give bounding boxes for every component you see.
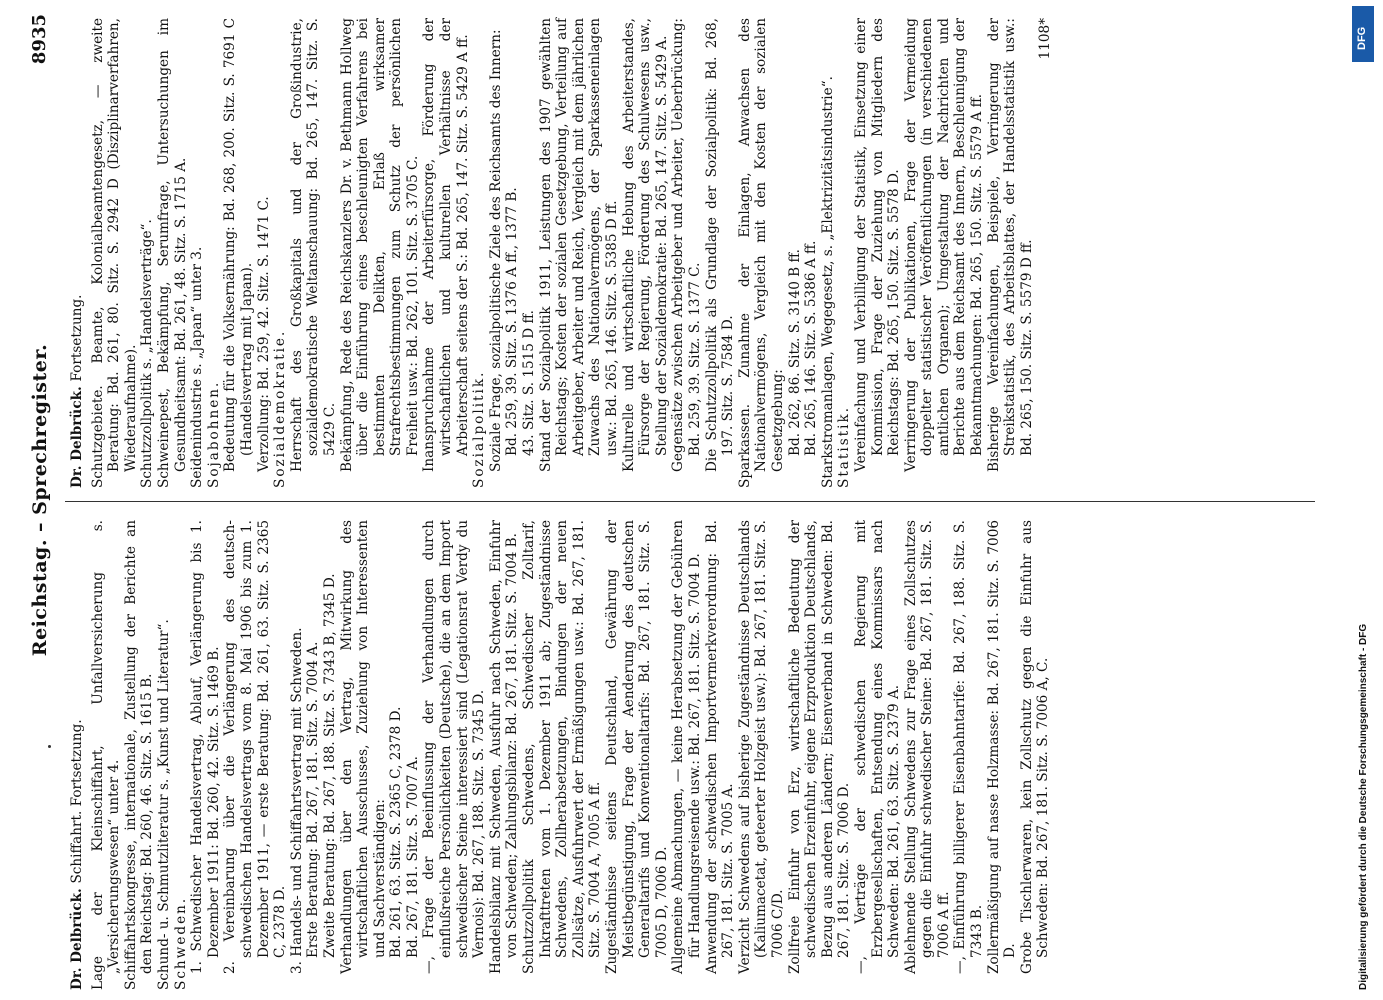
index-entry: 3. Handels- und Schiffahrtsvertrag mit Schweden. bbox=[288, 627, 305, 974]
index-entry: 1. Schwedischer Handelsvertrag, Ablauf, Verlängerung bis 1. Dezember 1911: Bd. 260, 42. Sitz. S. 1469 B. bbox=[189, 520, 222, 974]
index-entry: Schiffahrtskongresse, internationale, Zustellung der Berichte an den Reichstag: Bd. 260, 46. Sitz. S. 1615 B. bbox=[122, 520, 156, 990]
index-entry: Stand der Sozialpolitik 1911, Leistungen des 1907 gewählten Reichstags; Kosten der sozialen Gesetzgebung, Verteilung auf Arbeitgeber, Arbeiter und Reich, Vergleich mit dem jährlichen Zuwachs des Nationalvermögens, der Sparkasseneinlagen usw.: Bd. 265, 146. Sitz. S. 5385 D ff. bbox=[537, 18, 620, 472]
index-entry: Bd. 259, 39. Sitz. S. 1376 A ff., 1377 B. bbox=[504, 187, 521, 456]
speaker-name: Dr. Delbrück. bbox=[69, 888, 85, 990]
index-entry: —, Einführung billigerer Eisenbahntarife: Bd. 267, 188. Sitz. S. 7343 B. bbox=[952, 520, 986, 974]
index-entry: Zollermäßigung auf nasse Holzmasse: Bd. 267, 181. Sitz. S. 7006 D. bbox=[985, 520, 1019, 974]
index-entry: Verringerung der Publikationen, Frage der Vermeidung doppelter statistischer Veröffentlichungen (in verschiedenen amtlichen Organen); Umgestaltung der Nachrichten und Berichte aus dem Reichsamt des Innern, Beschleunigung der Bekanntmachungen: Bd. 265, 150. Sitz. S. 5579 A ff. bbox=[902, 18, 986, 472]
index-entry: Grobe Tischlerwaren, kein Zollschutz gegen die Einfuhr aus Schweden: Bd. 267, 181. Sitz. S. 7006 A, C. bbox=[1018, 520, 1052, 974]
index-entry: Allgemeine Abmachungen, — keine Herabsetzung der Gebühren für Handlungsreisende usw.: Bd. 267, 181. Sitz. S. 7004 D. bbox=[670, 520, 703, 974]
index-entry: Lage der Kleinschiffahrt, Unfallversicherung s. „Versicherungswesen“ unter 4. bbox=[89, 520, 123, 990]
index-entry: —, Verträge der schwedischen Regierung mit Erzbergesellschaften, Entsendung eines Kommissars nach Schweden: Bd. 261, 63. Sitz. S. 2379 A. bbox=[852, 520, 903, 974]
dfg-logo-text: DFG bbox=[1356, 26, 1368, 50]
index-entry: Schutzgebiete. Beamte, Kolonialbeamtengesetz, — zweite Beratung: Bd. 261, 80. Sitz. S. 2942 D (Disziplinarverfahren, Wiederaufnahme). bbox=[89, 18, 139, 488]
index-entry: Inanspruchnahme der Arbeiterfürsorge, Förderung der wirtschaftlichen und kulturellen Verhältnisse der Arbeiterschaft seitens der S.: Bd. 265, 147. Sitz. S. 5429 A ff. bbox=[421, 18, 471, 472]
index-topic: Sozialdemokratie. bbox=[272, 329, 289, 488]
index-topic: Schweden. bbox=[172, 896, 189, 990]
left-column-heading bbox=[69, 520, 86, 990]
page-header bbox=[29, 0, 59, 1000]
index-entry: Kulturelle und wirtschaftliche Hebung des Arbeiterstandes, Fürsorge der Regierung, Förderung des Schulwesens usw., Stellung der Sozialdemokratie: Bd. 265, 147. Sitz. S. 5429 A. bbox=[620, 18, 670, 472]
index-entry: Zollfreie Einfuhr von Erz, wirtschaftliche Bedeutung der schwedischen Erzeinfuhr, eigene Erzproduktion Deutschlands, Bezug aus anderen Ländern; Eisenverband in Schweden: Bd. 267, 181. Sitz. S. 7006 D. bbox=[786, 520, 853, 974]
rotated-page bbox=[21, 0, 1361, 1000]
page-number: 8935 bbox=[29, 14, 50, 65]
scan-speck bbox=[48, 745, 51, 748]
index-entry: Seidenindustrie s. „Japan“ unter 3. bbox=[189, 246, 206, 488]
index-entry: Die Schutzzollpolitik als Grundlage der Sozialpolitik: Bd. 268, 197. Sitz. S. 7584 D. bbox=[703, 18, 737, 472]
index-entry: Zugeständnisse seitens Deutschland, Gewährung der Meistbegünstigung, Frage der Aenderung des deutschen Generaltarifs und Konventionaltarifs: Bd. 267, 181. Sitz. S. 7005 D, 7006 D. bbox=[604, 520, 670, 974]
index-entry: Gegensätze zwischen Arbeitgeber und Arbeiter, Ueberbrückung: Bd. 259, 39. Sitz. S. 1377 C. bbox=[670, 18, 703, 472]
index-topic: Sozialpolitik. bbox=[471, 370, 488, 488]
index-entry: Verzollung: Bd. 259, 42. Sitz. S. 1471 C. bbox=[255, 196, 272, 472]
index-entry: Bd. 267, 181. Sitz. S. 7007 A. bbox=[404, 756, 421, 958]
index-topic: Statistik. bbox=[836, 405, 853, 488]
section-heading: Schiffahrt. Fortsetzung. bbox=[69, 719, 85, 884]
index-entry: —, Frage der Beeinflussung der Verhandlungen durch einflußreiche Persönlichkeiten (Deutsche), die an dem Import schwedischer Steine interessiert sind (Legationsrat Verdy du Vernois): Bd. 267, 188. Sitz. S. 7345 D. bbox=[421, 520, 488, 974]
index-entry: Starkstromanlagen, Wegegesetz, s. „Elektrizitätsindustrie“. bbox=[819, 76, 836, 488]
index-entry: Ablehnende Stellung Schwedens zur Frage eines Zollschutzes gegen die Einfuhr schwedischer Steine: Bd. 267, 181. Sitz. S. 7006 A ff. bbox=[902, 520, 952, 974]
index-entry: Schutzzollpolitik Schwedens, Schwedischer Zolltarif, Inkrafttreten vom 1. Dezember 1911 ab; Zugeständnisse Schwedens, Zollherabsetzungen, Bindungen der neuen Zollsätze, Ausfuhrwert der Ermäßigungen usw.: Bd. 267, 181. Sitz. S. 7004 A, 7005 A ff. bbox=[521, 520, 604, 974]
right-column bbox=[69, 18, 1054, 488]
speaker-name: Dr. Delbrück. bbox=[69, 386, 85, 488]
index-entry: Zweite Beratung: Bd. 267, 188. Sitz. S. 7343 B, 7345 D. bbox=[321, 573, 338, 958]
index-entry: Verzicht Schwedens auf bisherige Zugeständnisse Deutschlands (Kaliumacetat, geteerter Holzgeist usw.): Bd. 267, 181. Sitz. S. 7006 C/D. bbox=[736, 520, 786, 974]
index-entry: Schweinepest, Bekämpfung, Serumfrage, Untersuchungen im Gesundheitsamt: Bd. 261, 48. Sitz. S. 1715 A. bbox=[155, 18, 189, 488]
index-entry: 43. Sitz. S. 1515 D ff. bbox=[521, 310, 538, 456]
running-title: Reichstag. – Sprechregister. bbox=[29, 343, 51, 657]
index-entry: Schund- u. Schmutzliteratur s. „Kunst und Literatur“. bbox=[155, 619, 172, 990]
index-entry: Erste Beratung: Bd. 267, 181. Sitz. S. 7004 A. bbox=[305, 641, 322, 958]
index-entry: Anwendung der schwedischen Importvermerkverordnung: Bd. 267, 181. Sitz. S. 7005 A. bbox=[703, 520, 737, 974]
footer-note: 1108* bbox=[1037, 18, 1054, 60]
index-entry: Bisherige Vereinfachungen, Beispiele, Verringerung der Streikstatistik, des Arbeitsblattes, der Handelsstatistik usw.: Bd. 265, 150. Sitz. S. 5579 D ff. bbox=[985, 18, 1035, 472]
index-entry: Soziale Frage, sozialpolitische Ziele des Reichsamts des Innern: bbox=[487, 29, 504, 472]
index-entry: Bedeutung für die Volksernährung: Bd. 268, 200. Sitz. S. 7691 C (Handelsvertrag mit Japan). bbox=[222, 18, 255, 472]
section-heading: Fortsetzung. bbox=[69, 294, 85, 382]
column-divider bbox=[65, 501, 1315, 502]
index-entry: Herrschaft des Großkapitals und der Großindustrie, sozialdemokratische Weltanschauung: Bd. 265, 147. Sitz. S. 5429 C. bbox=[288, 18, 338, 472]
index-entry: Bd. 262, 86. Sitz. S. 3140 B ff. bbox=[786, 249, 803, 456]
index-topic: Sojabohnen. bbox=[205, 380, 222, 488]
index-entry: 2. Vereinbarung über die Verlängerung des deutsch-schwedischen Handelsvertrags vom 8. Mai 1906 bis zum 1. Dezember 1911, — erste Beratung: Bd. 261, 63. Sitz. S. 2365 C, 2378 D. bbox=[222, 520, 289, 974]
dfg-logo bbox=[1352, 6, 1374, 62]
index-entry: Schutzzollpolitik s. „Handelsverträge“. bbox=[139, 219, 156, 488]
index-entry: Sparkassen. Zunahme der Einlagen, Anwachsen des Nationalvermögens, Vergleich mit den Kosten der sozialen Gesetzgebung: bbox=[736, 18, 786, 488]
index-entry: Bekämpfung, Rede des Reichskanzlers Dr. v. Bethmann Hollweg über die Einführung eines beschleunigten Verfahrens bei bestimmten Delikten, Erlaß wirksamer Strafrechtsbestimmungen zum Schutz der persönlichen Freiheit usw.: Bd. 262, 101. Sitz. S. 3705 C. bbox=[338, 18, 421, 472]
right-column-heading bbox=[69, 18, 86, 488]
index-entry: Vereinfachung und Verbilligung der Statistik, Einsetzung einer Kommission, Frage der Zuziehung von Mitgliedern des Reichstags: Bd. 265, 150. Sitz. S. 5578 D. bbox=[852, 18, 903, 472]
digitization-credit: Digitalisierung gefördert durch die Deutsche Forschungsgemeinschaft - DFG bbox=[1358, 623, 1369, 990]
left-column bbox=[69, 520, 1052, 990]
index-entry: Bd. 261, 63. Sitz. S. 2365 C, 2378 D. bbox=[388, 706, 405, 958]
index-entry: Handelsbilanz mit Schweden, Ausfuhr nach Schweden, Einfuhr von Schweden; Zahlungsbilanz: Bd. 267, 181. Sitz. S. 7004 B. bbox=[487, 520, 521, 974]
index-entry: Verhandlungen über den Vertrag, Mitwirkung des wirtschaftlichen Ausschusses, Zuziehung von Interessenten und Sachverständigen: bbox=[338, 520, 388, 974]
index-entry: Bd. 265, 146. Sitz. S. 5386 A ff. bbox=[803, 240, 820, 456]
